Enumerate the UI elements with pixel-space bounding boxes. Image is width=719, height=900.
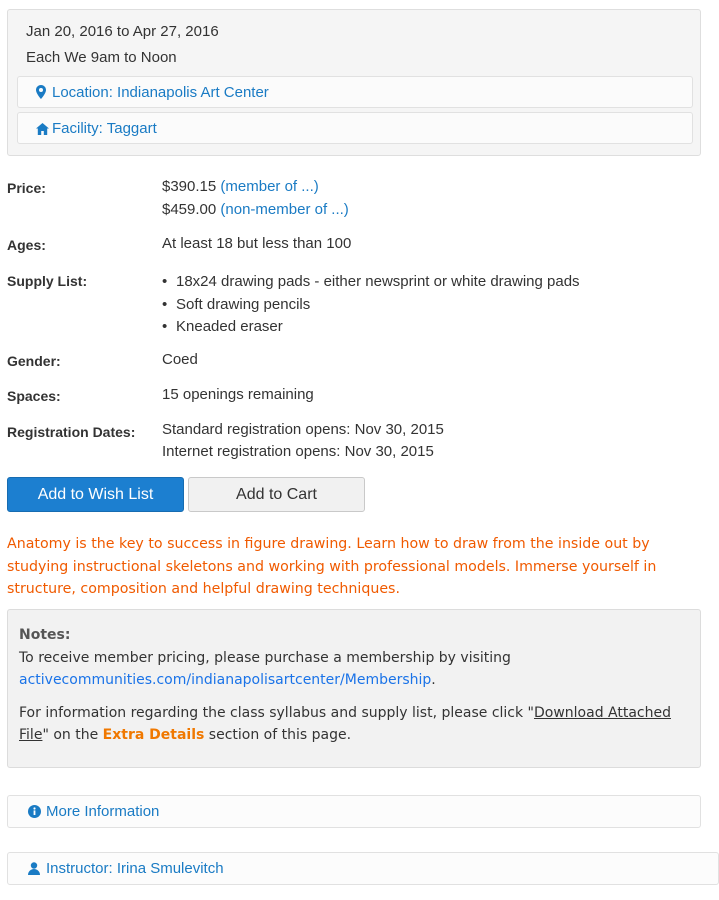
notes-syllabus-end: section of this page. — [204, 727, 352, 743]
notes-syllabus-middle: " on the — [42, 727, 103, 743]
session-schedule: Each We 9am to Noon — [26, 49, 177, 66]
location-label[interactable]: Location: Indianapolis Art Center — [52, 84, 269, 101]
add-to-wish-list-button[interactable]: Add to Wish List — [7, 477, 184, 512]
supply-list-label: Supply List: — [7, 273, 88, 289]
notes-membership-sentence: To receive member pricing, please purchase a membership by visiting — [19, 650, 511, 666]
extra-details-text: Extra Details — [102, 727, 205, 743]
facility-row[interactable] — [17, 112, 693, 144]
nonmember-price: $459.00 — [162, 201, 217, 218]
map-marker-icon — [36, 85, 48, 103]
add-to-cart-button[interactable]: Add to Cart — [188, 477, 365, 512]
notes-membership-text — [19, 647, 689, 691]
supply-item: • 18x24 drawing pads - either newsprint or white drawing pads — [162, 271, 580, 294]
home-icon — [36, 122, 48, 139]
session-dates: Jan 20, 2016 to Apr 27, 2016 — [26, 23, 219, 40]
gender-label: Gender: — [7, 353, 61, 369]
gender-value: Coed — [162, 351, 198, 368]
more-information-label[interactable]: More Information — [46, 803, 160, 820]
member-price: $390.15 — [162, 178, 217, 195]
nonmember-of-link[interactable]: (non-member of ...) — [220, 201, 349, 218]
member-of-link[interactable]: (member of ...) — [220, 178, 319, 195]
member-price-line — [162, 178, 319, 195]
standard-registration: Standard registration opens: Nov 30, 2015 — [162, 421, 444, 438]
spaces-value: 15 openings remaining — [162, 386, 314, 403]
internet-registration: Internet registration opens: Nov 30, 2015 — [162, 443, 434, 460]
course-description: Anatomy is the key to success in figure drawing. Learn how to draw from the inside out by studying instructional skeletons and working with professional models. Immerse yourself in structure, composition and helpful drawing techniques. — [7, 536, 657, 597]
notes-title: Notes: — [19, 627, 71, 643]
notes-box — [7, 609, 701, 768]
registration-dates-label: Registration Dates: — [7, 424, 136, 440]
notes-membership-period: . — [431, 672, 436, 688]
nonmember-price-line — [162, 201, 349, 218]
instructor-label[interactable]: Instructor: Irina Smulevitch — [46, 860, 224, 877]
supply-item: • Soft drawing pencils — [162, 294, 580, 317]
download-attached-file-link[interactable]: Download Attached File — [19, 705, 671, 743]
instructor-section[interactable] — [7, 852, 719, 885]
session-summary-box — [7, 9, 701, 156]
more-information-section[interactable] — [7, 795, 701, 828]
spaces-label: Spaces: — [7, 388, 61, 404]
facility-label[interactable]: Facility: Taggart — [52, 120, 157, 137]
supply-list — [162, 271, 580, 339]
notes-syllabus-text — [19, 702, 699, 746]
info-circle-icon — [28, 805, 42, 822]
location-row[interactable] — [17, 76, 693, 108]
user-icon — [28, 862, 42, 879]
membership-link[interactable]: activecommunities.com/indianapolisartcenter/Membership — [19, 672, 432, 688]
supply-item: • Kneaded eraser — [162, 316, 580, 339]
price-label: Price: — [7, 180, 46, 196]
ages-value: At least 18 but less than 100 — [162, 235, 352, 252]
notes-syllabus-start: For information regarding the class syllabus and supply list, please click " — [19, 705, 534, 721]
ages-label: Ages: — [7, 237, 46, 253]
